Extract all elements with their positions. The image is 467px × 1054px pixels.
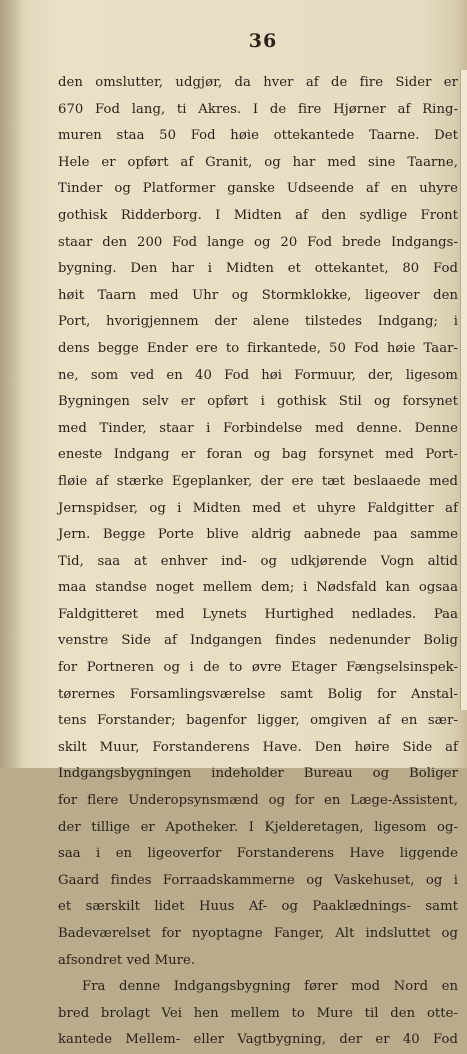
text-line: maa standse noget mellem dem; i Nødsfald kan ogsaa (58, 580, 458, 596)
text-line: et særskilt lidet Huus Af- og Paaklædnings- samt (58, 899, 458, 915)
gutter-shadow (0, 0, 26, 768)
text-line: dens begge Ender ere to firkantede, 50 Fod høie Taar- (58, 340, 458, 356)
text-line: kantede Mellem- eller Vagtbygning, der er 40 Fod (58, 1032, 458, 1048)
body-text (58, 70, 458, 1054)
text-line: fløie af stærke Egeplanker, der ere tæt beslaaede med (58, 473, 458, 489)
text-line: eneste Indgang er foran og bag forsynet med Port- (58, 447, 458, 463)
text-line: afsondret ved Mure. (58, 952, 196, 968)
next-page-edge (460, 70, 467, 710)
text-line: den omslutter, udgjør, da hver af de fire Sider er (58, 75, 458, 90)
text-line: gothisk Ridderborg. I Midten af den sydlige Front (58, 207, 458, 223)
text-line: Faldgitteret med Lynets Hurtighed nedlades. Paa (58, 606, 458, 622)
text-line: Jern. Begge Porte blive aldrig aabnede paa samme (58, 527, 458, 543)
text-line: for flere Underopsynsmænd og for en Læge-Assistent, (58, 793, 458, 809)
text-line: venstre Side af Indgangen findes nedenunder Bolig (58, 633, 458, 649)
text-line: Badeværelset for nyoptagne Fanger, Alt indsluttet og (58, 926, 458, 941)
text-line: tens Forstander; bagenfor ligger, omgiven af en sær- (58, 713, 458, 729)
text-line: Hele er opført af Granit, og har med sine Taarne, (58, 154, 458, 170)
text-line: muren staa 50 Fod høie ottekantede Taarne. Det (58, 128, 458, 144)
text-line: for Portneren og i de to øvre Etager Fængselsinspek- (58, 660, 458, 676)
text-line: Port, hvorigjennem der alene tilstedes Indgang; i (58, 314, 458, 330)
text-line: der tillige er Apotheker. I Kjelderetagen, ligesom og- (58, 819, 458, 835)
text-line: skilt Muur, Forstanderens Have. Den høire Side af (58, 739, 458, 755)
text-line: Gaard findes Forraadskammerne og Vaskehuset, og i (58, 872, 458, 888)
text-line: 670 Fod lang, ti Akres. I de fire Hjørner af Ring- (58, 101, 458, 117)
text-line: ne, som ved en 40 Fod høi Formuur, der, ligesom (58, 367, 458, 383)
text-line: høit Taarn med Uhr og Stormklokke, ligeover den (58, 287, 458, 303)
text-line: Bygningen selv er opført i gothisk Stil og forsynet (58, 394, 458, 410)
text-line: Tinder og Platformer ganske Udseende af en uhyre (58, 181, 458, 197)
text-line: bygning. Den har i Midten et ottekantet, 80 Fod (58, 261, 458, 277)
text-line: bred brolagt Vei hen mellem to Mure til den otte- (58, 1005, 458, 1021)
text-line: saa i en ligeoverfor Forstanderens Have liggende (58, 846, 458, 862)
page-number: 36 (248, 30, 278, 52)
text-line: Tid, saa at enhver ind- og udkjørende Vogn altid (58, 553, 458, 569)
text-line: med Tinder, staar i Forbindelse med denne. Denne (58, 420, 458, 436)
text-line: tørernes Forsamlingsværelse samt Bolig for Anstal- (58, 686, 458, 702)
text-line: Indgangsbygningen indeholder Bureau og Boliger (58, 766, 458, 782)
text-line: staar den 200 Fod lange og 20 Fod brede Indgangs- (58, 234, 458, 250)
paragraph-first-line: Fra denne Indgangsbygning fører mod Nord en (82, 979, 458, 995)
text-line: Jernspidser, og i Midten med et uhyre Faldgitter af (58, 500, 458, 516)
